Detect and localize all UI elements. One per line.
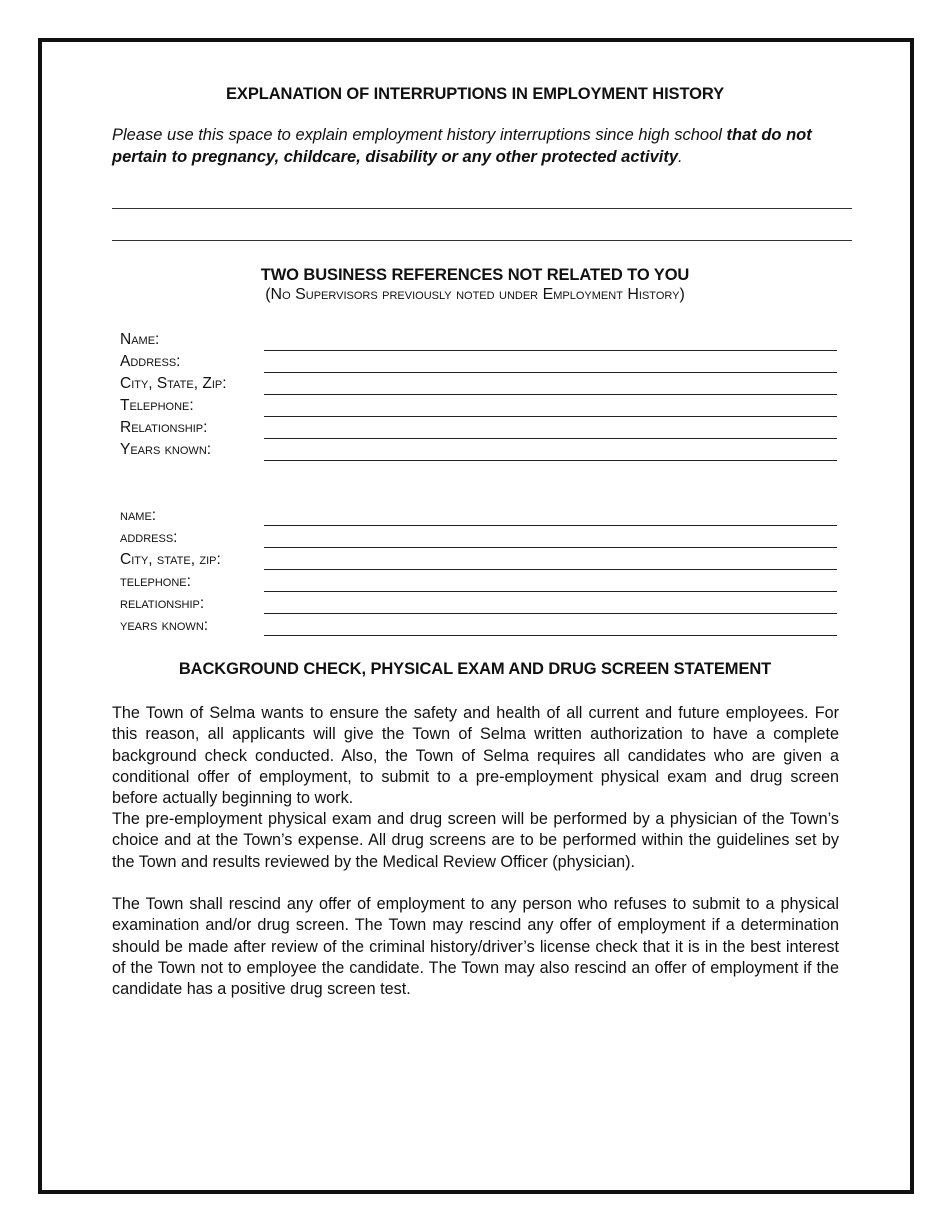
ref2-name-label: name: [120,507,157,524]
ref2-city-field[interactable] [264,569,837,570]
instructions-end: . [678,148,683,166]
interruptions-instructions [112,124,844,168]
ref1-city-label: City, State, Zip: [120,375,227,392]
ref2-city-label: City, state, zip: [120,551,221,568]
ref2-name-field[interactable] [264,525,837,526]
ref1-address-label: Address: [120,353,181,370]
ref1-name-label: Name: [120,331,160,348]
references-subtitle: (No Supervisors previously noted under Employment History) [265,286,685,303]
ref2-years-field[interactable] [264,635,837,636]
explanation-line-2[interactable] [112,240,852,241]
ref1-name-field[interactable] [264,350,837,351]
background-paragraph-2: The pre-employment physical exam and drug screen will be performed by a physician of the Town’s choice and at the Town’s expense. All drug screens are to be performed within the guidelines set by the Town and results reviewed by the Medical Review Officer (physician). [112,810,839,871]
ref1-telephone-label: Telephone: [120,397,194,414]
ref1-telephone-field[interactable] [264,416,837,417]
instructions-plain: Please use this space to explain employment history interruptions since high school [112,126,727,144]
ref1-address-field[interactable] [264,372,837,373]
background-paragraph-1: The Town of Selma wants to ensure the safety and health of all current and future employees. For this reason, all applicants will give the Town of Selma written authorization to have a complete background check conducted. Also, the Town of Selma requires all candidates who are given a conditional offer of employment, to submit to a pre-employment physical exam and drug screen before actually beginning to work. [112,704,839,808]
ref1-relationship-label: Relationship: [120,419,208,436]
ref2-relationship-label: relationship: [120,595,205,612]
instructions-bold: that do not pertain to pregnancy, childcare, disability or any other protected activity [112,126,812,166]
ref1-relationship-field[interactable] [264,438,837,439]
ref2-relationship-field[interactable] [264,613,837,614]
references-title: TWO BUSINESS REFERENCES NOT RELATED TO YOU [260,266,690,284]
interruptions-title: EXPLANATION OF INTERRUPTIONS IN EMPLOYMENT HISTORY [226,85,724,103]
ref1-city-field[interactable] [264,394,837,395]
ref2-telephone-label: telephone: [120,573,191,590]
ref2-years-label: years known: [120,617,209,634]
ref1-years-field[interactable] [264,460,837,461]
ref2-address-label: address: [120,529,178,546]
ref2-address-field[interactable] [264,547,837,548]
explanation-line-1[interactable] [112,208,852,209]
background-title: BACKGROUND CHECK, PHYSICAL EXAM AND DRUG SCREEN STATEMENT [178,660,772,678]
ref2-telephone-field[interactable] [264,591,837,592]
background-paragraph-3: The Town shall rescind any offer of employment to any person who refuses to submit to a physical examination and/or drug screen. The Town may rescind any offer of employment if a determination should be made after review of the criminal history/driver’s license check that it is in the best interest of the Town not to employee the candidate. The Town may also rescind an offer of employment if the candidate has a positive drug screen test. [112,895,839,999]
ref1-years-label: Years known: [120,441,212,458]
